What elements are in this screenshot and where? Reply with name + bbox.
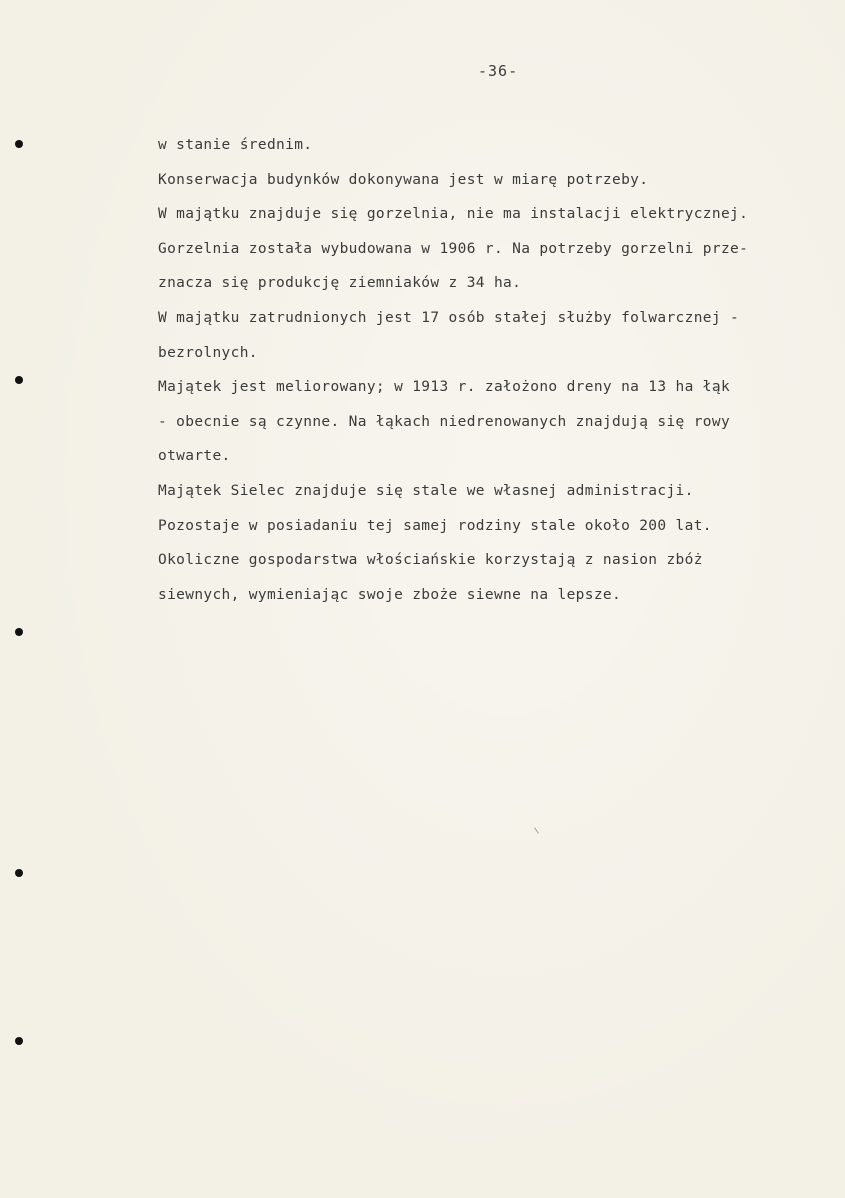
- text-line: Pozostaje w posiadaniu tej samej rodziny stale około 200 lat.: [158, 517, 712, 534]
- text-line: znacza się produkcję ziemniaków z 34 ha.: [158, 275, 522, 292]
- punch-hole-mark: [15, 1037, 23, 1045]
- text-line: Majątek Sielec znajduje się stale we własnej administracji.: [158, 482, 694, 499]
- text-line: otwarte.: [158, 448, 231, 465]
- text-line: Okoliczne gospodarstwa włościańskie korzystają z nasion zbóż: [158, 552, 703, 569]
- text-line: W majątku zatrudnionych jest 17 osób stałej służby folwarcznej -: [158, 309, 740, 326]
- stray-pen-mark: [534, 827, 539, 833]
- punch-hole-mark: [15, 628, 23, 636]
- punch-hole-mark: [15, 869, 23, 877]
- text-line: bezrolnych.: [158, 344, 258, 361]
- page-number: -36-: [478, 62, 519, 80]
- text-line: w stanie średnim.: [158, 137, 313, 153]
- text-line: Konserwacja budynków dokonywana jest w miarę potrzeby.: [158, 171, 649, 188]
- text-line: - obecnie są czynne. Na łąkach niedrenowanych znajdują się rowy: [158, 413, 731, 430]
- text-line: siewnych, wymieniając swoje zboże siewne na lepsze.: [158, 586, 622, 603]
- text-line: Majątek jest meliorowany; w 1913 r. założono dreny na 13 ha łąk: [158, 379, 731, 396]
- text-line: W majątku znajduje się gorzelnia, nie ma instalacji elektrycznej.: [158, 206, 749, 223]
- text-line: Gorzelnia została wybudowana w 1906 r. Na potrzeby gorzelni prze-: [158, 240, 749, 257]
- typed-text-body: [158, 128, 845, 612]
- punch-hole-mark: [15, 140, 23, 148]
- punch-hole-mark: [15, 376, 23, 384]
